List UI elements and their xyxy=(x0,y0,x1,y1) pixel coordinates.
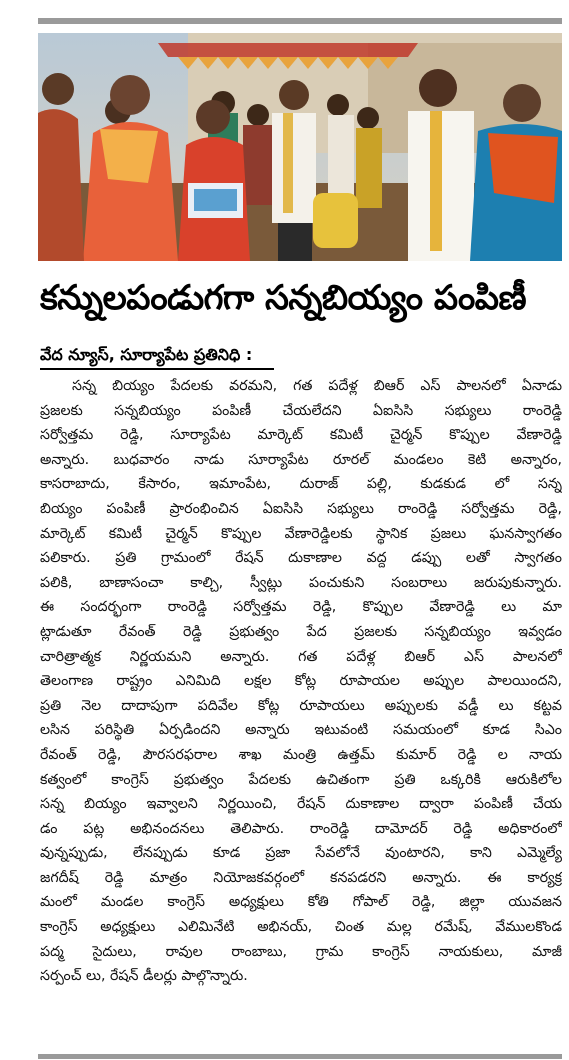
photo-illustration xyxy=(38,33,562,261)
body-line: సన్న బియ్యం ఇవ్వాలని నిర్ణయించి, రేషన్ దుకాణాల ద్వారా పంపిణీ చేయ xyxy=(40,796,562,813)
body-line: ఈ సందర్భంగా రాంరెడ్డి సర్వోత్తమ రెడ్డి, కొప్పుల వేణారెడ్డి లు మా xyxy=(40,599,562,616)
body-line: కాసరాబాదు, కేసారం, ఇమాంపేట, దురాజ్ పల్లి, కుడకుడ లో సన్న xyxy=(40,476,562,493)
dateline-underline xyxy=(40,368,274,370)
body-line: సర్వోత్తమ రెడ్డి, సూర్యాపేట మార్కెట్ కమిటీ చైర్మన్ కొప్పుల వేణారెడ్డి xyxy=(40,427,562,444)
body-line: పలికారు. ప్రతి గ్రామంలో రేషన్ దుకాణాల వద్ద డప్పు లతో స్వాగతం xyxy=(40,550,562,567)
body-line: అన్నారు. బుధవారం నాడు సూర్యాపేట రూరల్ మండలం కెటి అన్నారం, xyxy=(40,451,562,468)
body-line: చారిత్రాత్మక నిర్ణయమని అన్నారు. గత పదేళ్ల బిఆర్ ఎస్ పాలనలో xyxy=(40,648,562,665)
body-line: కాంగ్రెస్ అధ్యక్షులు ఎలిమినేటి అభినయ్, చింత మల్ల రమేష్, వేములకొండ xyxy=(40,919,562,936)
body-line: లసిన పరిస్థితి ఏర్పడిందని అన్నారు ఇటువంటి సమయంలో కూడ సిఎం xyxy=(40,722,562,739)
bottom-rule xyxy=(38,1054,562,1059)
body-line: వున్నప్పుడు, లేనప్పుడు కూడ ప్రజా సేవలోనే వుంటారని, కాని ఎమ్మెల్యే xyxy=(40,845,562,862)
body-line: ప్రతి నెల దాదాపుగా పదివేల కోట్ల రూపాయలు అప్పులకు వడ్డీ లు కట్టవ xyxy=(40,697,562,714)
news-photo xyxy=(38,33,562,261)
body-line: ట్లాడుతూ రేవంత్ రెడ్డి ప్రభుత్వం పేద ప్రజలకు సన్నబియ్యం ఇవ్వడం xyxy=(40,623,562,640)
article-body xyxy=(40,374,562,1052)
body-line: మంలో మండల కాంగ్రెస్ అధ్యక్షులు కోతి గోపాల్ రెడ్డి, జిల్లా యువజన xyxy=(40,894,562,911)
body-line: కత్వంలో కాంగ్రెస్ ప్రభుత్వం పేదలకు ఉచితంగా ప్రతి ఒక్కరికి ఆరుకిలోల xyxy=(40,771,562,788)
body-line: డం పట్ల అభినందనలు తెలిపారు. రాంరెడ్డి దామోదర్ రెడ్డి అధికారంలో xyxy=(40,820,562,837)
top-rule xyxy=(38,18,562,24)
body-line: జగదీష్ రెడ్డి మాత్రం నియోజకవర్గంలో కనపడరని అన్నారు. ఈ కార్యక్ర xyxy=(40,869,562,886)
body-line: పలికి, బాణాసంచా కాల్చి, స్వీట్లు పంచుకుని సంబరాలు జరుపుకున్నారు. xyxy=(40,574,562,591)
body-line: సన్న బియ్యం పేదలకు వరమని, గత పదేళ్ల బిఆర్ ఎస్ పాలనలో ఏనాడు xyxy=(72,378,562,394)
body-line: మార్కెట్ కమిటీ చైర్మన్ కొప్పుల వేణారెడ్డిలకు స్థానిక ప్రజలు ఘనస్వాగతం xyxy=(40,525,562,542)
body-line: బియ్యం పంపిణీ ప్రారంభించిన ఏఐసిసి సభ్యులు రాంరెడ్డి సర్వోత్తమ రెడ్డి, xyxy=(40,500,562,517)
body-line: ప్రజలకు సన్నబియ్యం పంపిణీ చేయలేదని ఏఐసిసి సభ్యులు రాంరెడ్డి xyxy=(40,402,562,419)
body-line: సర్పంచ్ లు, రేషన్ డీలర్లు పాల్గొన్నారు. xyxy=(40,968,248,985)
body-line: తెలంగాణ రాష్ట్రం ఎనిమిది లక్షల కోట్ల రూపాయల అప్పుల పాలయిందని, xyxy=(40,673,562,690)
headline: కన్నులపండుగగా సన్నబియ్యం పంపిణీ xyxy=(40,278,527,318)
dateline: వేద న్యూస్, సూర్యాపేట ప్రతినిధి : xyxy=(40,345,253,364)
body-line: రేవంత్ రెడ్డి, పౌరసరఫరాల శాఖ మంత్రి ఉత్తమ్ కుమార్ రెడ్డి ల నాయ xyxy=(40,746,562,763)
body-line: పద్మ సైదులు, రావుల రాంబాబు, గ్రామ కాంగ్రెస్ నాయకులు, మాజీ xyxy=(40,943,562,960)
